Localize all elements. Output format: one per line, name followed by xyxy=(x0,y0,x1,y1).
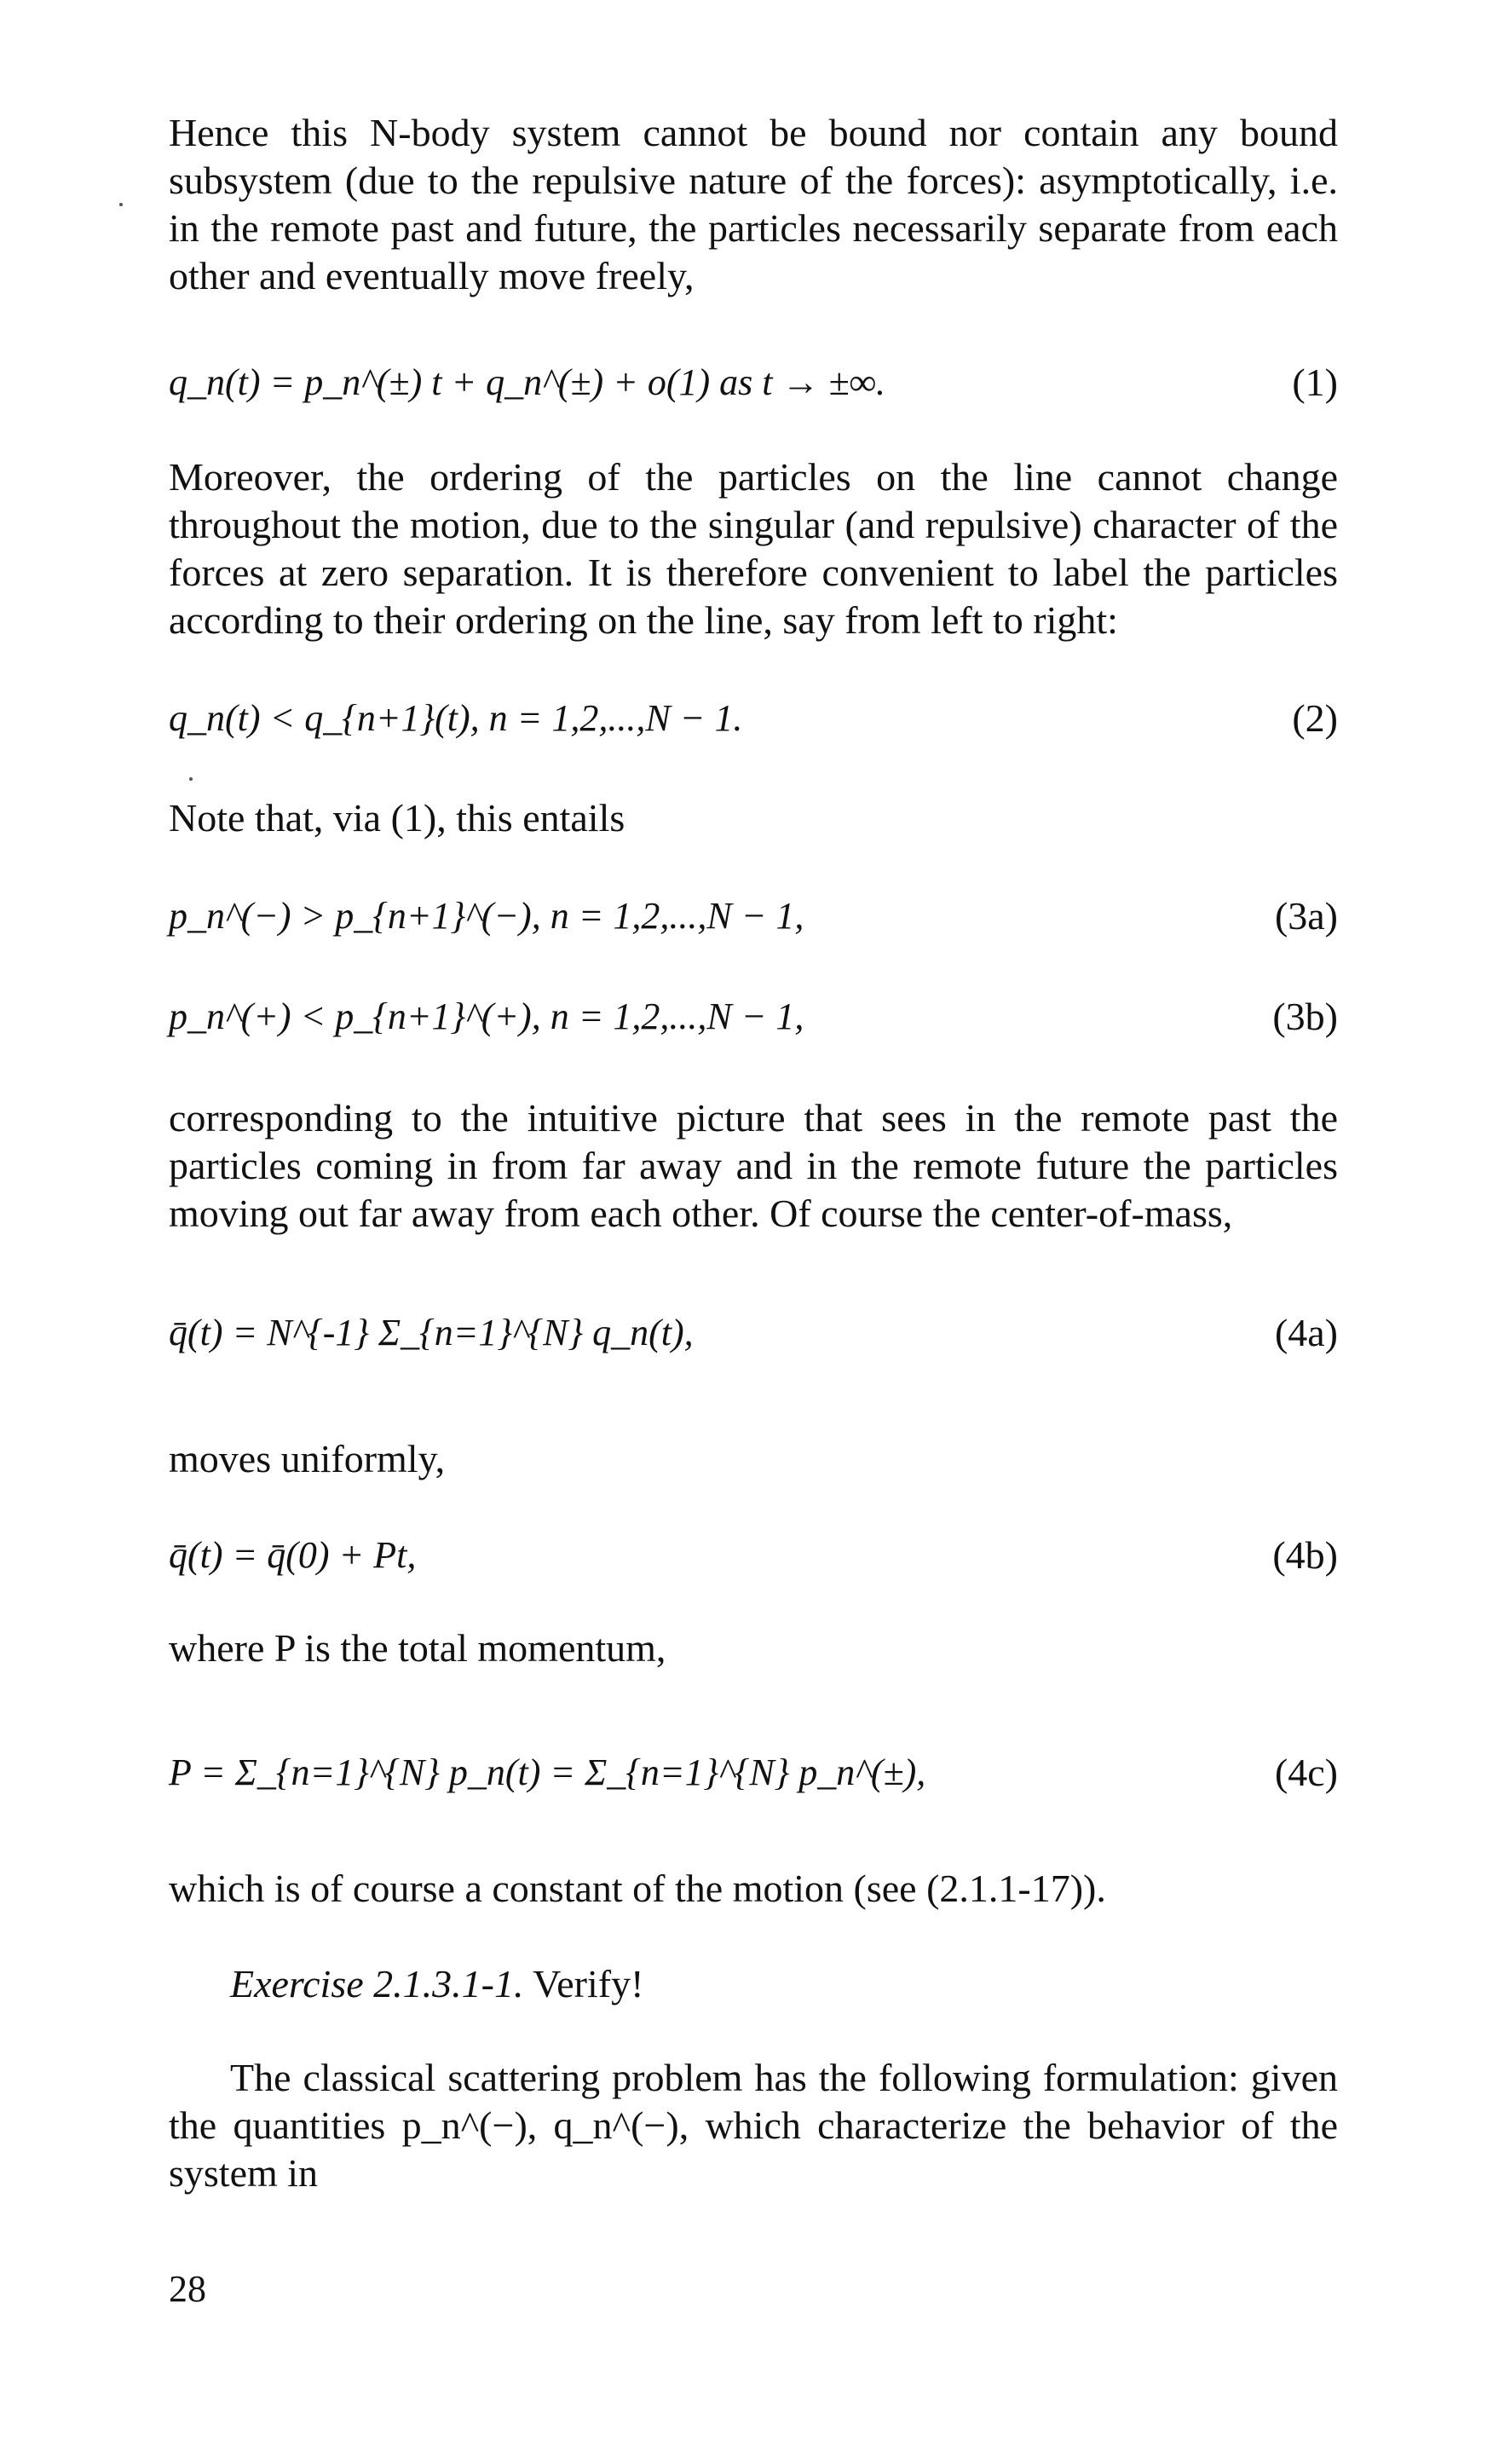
equation-4b-label: (4b) xyxy=(1272,1532,1338,1577)
exercise-label: Exercise 2.1.3.1-1. xyxy=(230,1962,524,2005)
paragraph-2: Moreover, the ordering of the particles on the line cannot change throughout the motion, due to the singular (and repulsive) character of the forces at zero separation. It is therefore convenient to label the particles according to their ordering on the line, say from left to right: xyxy=(169,455,1338,642)
equation-2 xyxy=(169,692,1338,743)
equation-4b xyxy=(169,1529,1338,1580)
equation-4c xyxy=(169,1734,1338,1810)
paragraph-5: moves uniformly, xyxy=(169,1437,446,1480)
equation-4a-body: q̄(t) = N^{-1} Σ_{n=1}^{N} q_n(t), xyxy=(169,1311,694,1353)
equation-4b-body: q̄(t) = q̄(0) + Pt, xyxy=(169,1533,417,1576)
equation-4a-label: (4a) xyxy=(1274,1310,1338,1354)
margin-speck xyxy=(119,203,123,206)
paragraph-3: Note that, via (1), this entails xyxy=(169,796,625,840)
paragraph-8 xyxy=(169,1960,1338,2008)
equation-2-body: q_n(t) < q_{n+1}(t), n = 1,2,...,N − 1. xyxy=(169,696,743,739)
equation-4c-label: (4c) xyxy=(1274,1750,1338,1794)
equation-1 xyxy=(169,356,1338,407)
equation-3a xyxy=(169,890,1338,941)
paragraph-9: The classical scattering problem has the following formulation: given the quantities p_n^(−), q_n^(−), which characterize the behavior of the system in xyxy=(169,2056,1338,2195)
equation-4c-body: P = Σ_{n=1}^{N} p_n(t) = Σ_{n=1}^{N} p_n^(±), xyxy=(169,1751,926,1793)
paragraph-6: where P is the total momentum, xyxy=(169,1626,666,1670)
equation-4a xyxy=(169,1294,1338,1370)
equation-1-label: (1) xyxy=(1292,360,1338,404)
equation-1-body: q_n(t) = p_n^(±) t + q_n^(±) + o(1) as t → ±∞. xyxy=(169,361,886,403)
paragraph-7: which is of course a constant of the motion (see (2.1.1-17)). xyxy=(169,1867,1106,1910)
equation-2-label: (2) xyxy=(1292,695,1338,740)
equation-3a-body: p_n^(−) > p_{n+1}^(−), n = 1,2,...,N − 1, xyxy=(169,894,804,937)
equation-3b-body: p_n^(+) < p_{n+1}^(+), n = 1,2,...,N − 1, xyxy=(169,995,804,1037)
paragraph-1: Hence this N-body system cannot be bound nor contain any bound subsystem (due to the repulsive nature of the forces): asymptotically, i.e. in the remote past and future, the particles necessarily separate from each other and eventually move freely, xyxy=(169,111,1338,297)
margin-speck xyxy=(189,777,193,781)
page-number: 28 xyxy=(169,2268,206,2310)
equation-3b xyxy=(169,990,1338,1042)
paragraph-4: corresponding to the intuitive picture that sees in the remote past the particles coming in from far away and in the remote future the particles moving out far away from each other. Of course the center-of-mass, xyxy=(169,1096,1338,1235)
equation-3a-label: (3a) xyxy=(1274,893,1338,938)
equation-3b-label: (3b) xyxy=(1272,994,1338,1038)
exercise-text: Verify! xyxy=(533,1962,644,2005)
